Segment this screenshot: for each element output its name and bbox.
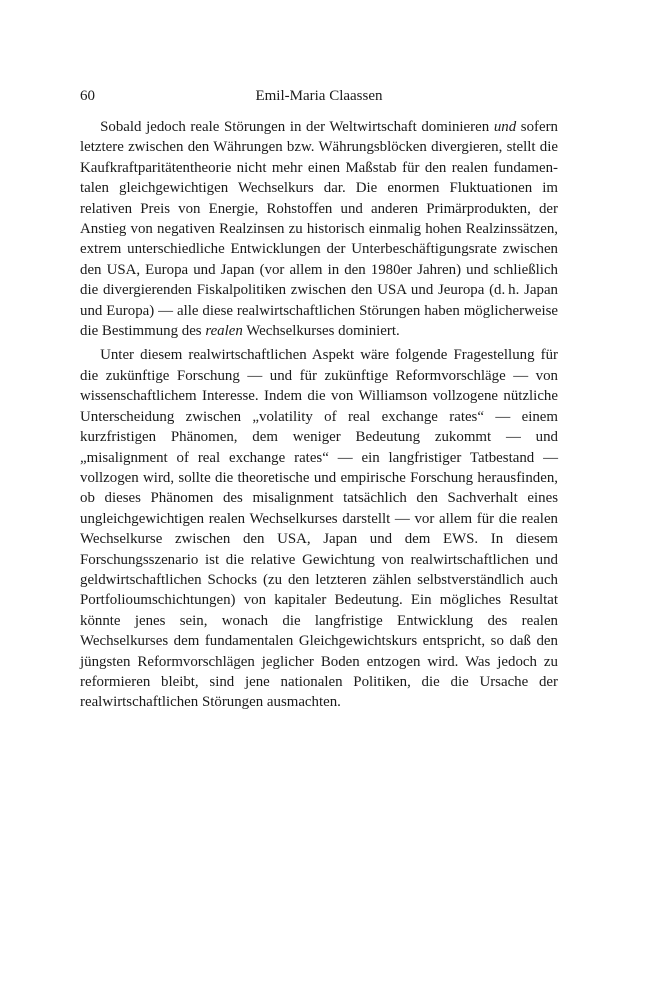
- text-run: Wechselkurses dominiert.: [242, 323, 400, 340]
- page-number: 60: [80, 88, 95, 104]
- body-text: [80, 117, 558, 713]
- emphasis: realen: [205, 323, 243, 340]
- paragraph: [80, 345, 558, 712]
- running-head-author: Emil-Maria Claassen: [255, 88, 383, 104]
- emphasis: und: [493, 119, 517, 135]
- text-run: sofern letztere zwischen den Währungen bzw. Währungsblöcken divergieren, stellt die Kaufkraftparitätentheorie nicht mehr einen Maßstab für den realen fundamentalen gleichgewichtigen Wechselkurs dar. Die enormen Fluktuationen im relativen Preis von Energie, Rohstoffen und anderen Primärprodukten, der Anstieg von negativen Realzinsen zu historisch einmalig hohen Realzinssätzen, extrem unterschiedliche Entwicklungen der Unterbeschäftigungsrate zwischen den USA, Europa und Japan (vor allem in den 1980er Jahren) und schließlich die divergierenden Fiskalpolitiken zwischen den USA und Jeuropa (d. h. Japan und Europa) — alle diese realwirtschaftlichen Störungen haben möglicherweise die Bestimmung des: [80, 119, 559, 340]
- paragraph: [80, 117, 558, 341]
- text-run: Sobald jedoch reale Störungen in der Weltwirtschaft dominieren: [100, 119, 494, 135]
- text-run: Unter diesem realwirtschaftlichen Aspekt wäre folgende Fragestellung für die zukünftige Forschung — und für zukünftige Reformvorschläge — von wissenschaftlichem Interesse. Indem die von Williamson vollzogene nützliche Unterscheidung zwischen „volatility of real exchange rates“ — einem kurzfristigen Phänomen, dem weniger Bedeutung zukommt — und „misalignment of real exchange rates“ — ein langfristiger Tatbestand — vollzogen wird, sollte die theoretische und empirische Forschung herausfinden, ob dieses Phänomen des misalignment tatsächlich den Sachverhalt eines ungleichgewichtigen realen Wechselkurses darstellt — vor allem für die realen Wechselkurse zwischen den USA, Japan und dem EWS. In diesem Forschungsszenario ist die relative Gewichtung von realwirtschaftlichen und geldwirtschaftlichen Schocks (zu den letzteren zählen selbstverständlich auch Portfolioumschichtungen) von kapitaler Bedeutung. Ein mögliches Resultat könnte jenes sein, wonach die langfristige Entwicklung des realen Wechselkurses dem fundamentalen Gleichgewichtskurs entspricht, so daß den jüngsten Reformvorschlägen jeglicher Boden entzogen wird. Was jedoch zu reformieren bleibt, sind jene nationalen Politiken, die die Ursache der realwirtschaftlichen Störungen ausmachten.: [80, 347, 558, 711]
- running-head: [80, 86, 558, 106]
